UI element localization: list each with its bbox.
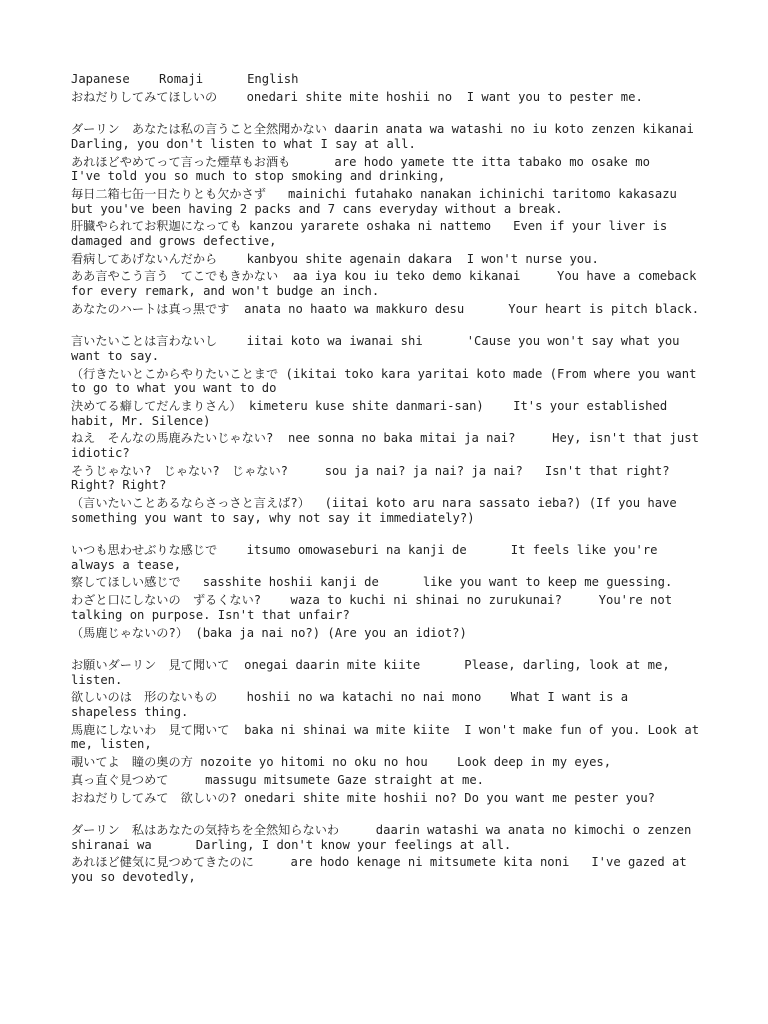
- stanza-1: [71, 90, 701, 105]
- lyric-line: ああ言やこう言う てこでもきかない aa iya kou iu teko demo kikanai You have a comeback for every remark, and won't budge an inch.: [71, 269, 704, 299]
- stanza-5: [71, 657, 707, 805]
- document-body: [71, 72, 736, 888]
- lyric-line: あなたのハートは真っ黒です anata no haato wa makkuro desu Your heart is pitch black.: [71, 301, 700, 316]
- stanza-gap: [71, 643, 701, 658]
- lyric-line: 決めてる癖してだんまりさん） kimeteru kuse shite danmari-san) It's your established habit, Mr. Silence): [71, 398, 675, 428]
- stanza-6: [71, 823, 701, 885]
- stanza-gap: [71, 808, 701, 823]
- stanza-gap: [71, 528, 701, 543]
- lyric-line: ダーリン 私はあなたの気持ちを全然知らないわ daarin watashi wa anata no kimochi o zenzen shiranai wa Darling, I don't know your feelings at all.: [71, 823, 699, 852]
- stanza-gap: [71, 108, 701, 123]
- lyric-line: 欲しいのは 形のないもの hoshii no wa katachi no nai mono What I want is a shapeless thing.: [71, 690, 636, 719]
- lyric-line: （言いたいことあるならさっさと言えば?） (iitai koto aru nara sassato ieba?) (If you have something you want to say, why not say it immediately?): [71, 496, 685, 525]
- stanza-3: [71, 334, 707, 525]
- lyric-line: いつも思わせぶりな感じで itsumo omowaseburi na kanji de It feels like you're always a tease,: [71, 543, 665, 572]
- lyric-line: おねだりしてみてほしいの onedari shite mite hoshii no I want you to pester me.: [71, 89, 643, 104]
- lyric-line: 馬鹿にしないわ 見て聞いて baka ni shinai wa mite kiite I won't make fun of you. Look at me, listen,: [71, 722, 707, 752]
- lyric-line: 覗いてよ 瞳の奥の方 nozoite yo hitomi no oku no hou Look deep in my eyes,: [71, 755, 612, 770]
- lyric-line: あれほど健気に見つめてきたのに are hodo kenage ni mitsumete kita noni I've gazed at you so devotedly,: [71, 855, 695, 884]
- lyric-line: ダーリン あなたは私の言うこと全然聞かない daarin anata wa watashi no iu koto zenzen kikanai Darling, you don't listen to what I say at all.: [71, 122, 731, 151]
- lyric-line: （馬鹿じゃないの?） (baka ja nai no?) (Are you an idiot?): [71, 625, 467, 640]
- lyric-line: 看病してあげないんだから kanbyou shite agenain dakara I won't nurse you.: [71, 251, 599, 266]
- lyric-line: 察してほしい感じで sasshite hoshii kanji de like you want to keep me guessing.: [71, 575, 673, 590]
- lyric-line: ねえ そんなの馬鹿みたいじゃない? nee sonna no baka mitai ja nai? Hey, isn't that just idiotic?: [71, 431, 707, 460]
- lyric-line: おねだりしてみて 欲しいの? onedari shite mite hoshii no? Do you want me pester you?: [71, 790, 656, 805]
- lyric-line: あれほどやめてって言った煙草もお酒も are hodo yamete tte itta tabako mo osake mo I've told you so much to stop smoking and drinking,: [71, 154, 709, 184]
- lyric-line: わざと口にしないの ずるくない? waza to kuchi ni shinai no zurukunai? You're not talking on purpose. Isn't that unfair?: [71, 593, 680, 622]
- lyric-line: 毎日二箱七缶一日たりとも欠かさず mainichi futahako nanakan ichinichi taritomo kakasazu but you've been having 2 packs and 7 cans everyday without a break.: [71, 186, 736, 216]
- lyric-line: 真っ直ぐ見つめて massugu mitsumete Gaze straight at me.: [71, 772, 485, 787]
- column-header: Japanese Romaji English: [71, 72, 299, 86]
- stanza-gap: [71, 320, 701, 335]
- lyric-line: お願いダーリン 見て聞いて onegai daarin mite kiite Please, darling, look at me, listen.: [71, 657, 678, 687]
- lyric-line: そうじゃない? じゃない? じゃない? sou ja nai? ja nai? ja nai? Isn't that right? Right? Right?: [71, 463, 677, 493]
- stanza-4: [71, 543, 701, 640]
- lyric-line: 言いたいことは言わないし iitai koto wa iwanai shi 'Cause you won't say what you want to say.: [71, 334, 687, 363]
- lyric-line: 肝臓やられてお釈迦になっても kanzou yararete oshaka ni nattemo Even if your liver is damaged and grows defective,: [71, 219, 675, 248]
- stanza-2: [71, 122, 736, 316]
- lyric-line: （行きたいとこからやりたいことまで (ikitai toko kara yaritai koto made (From where you want to go to what you want to do: [71, 366, 704, 396]
